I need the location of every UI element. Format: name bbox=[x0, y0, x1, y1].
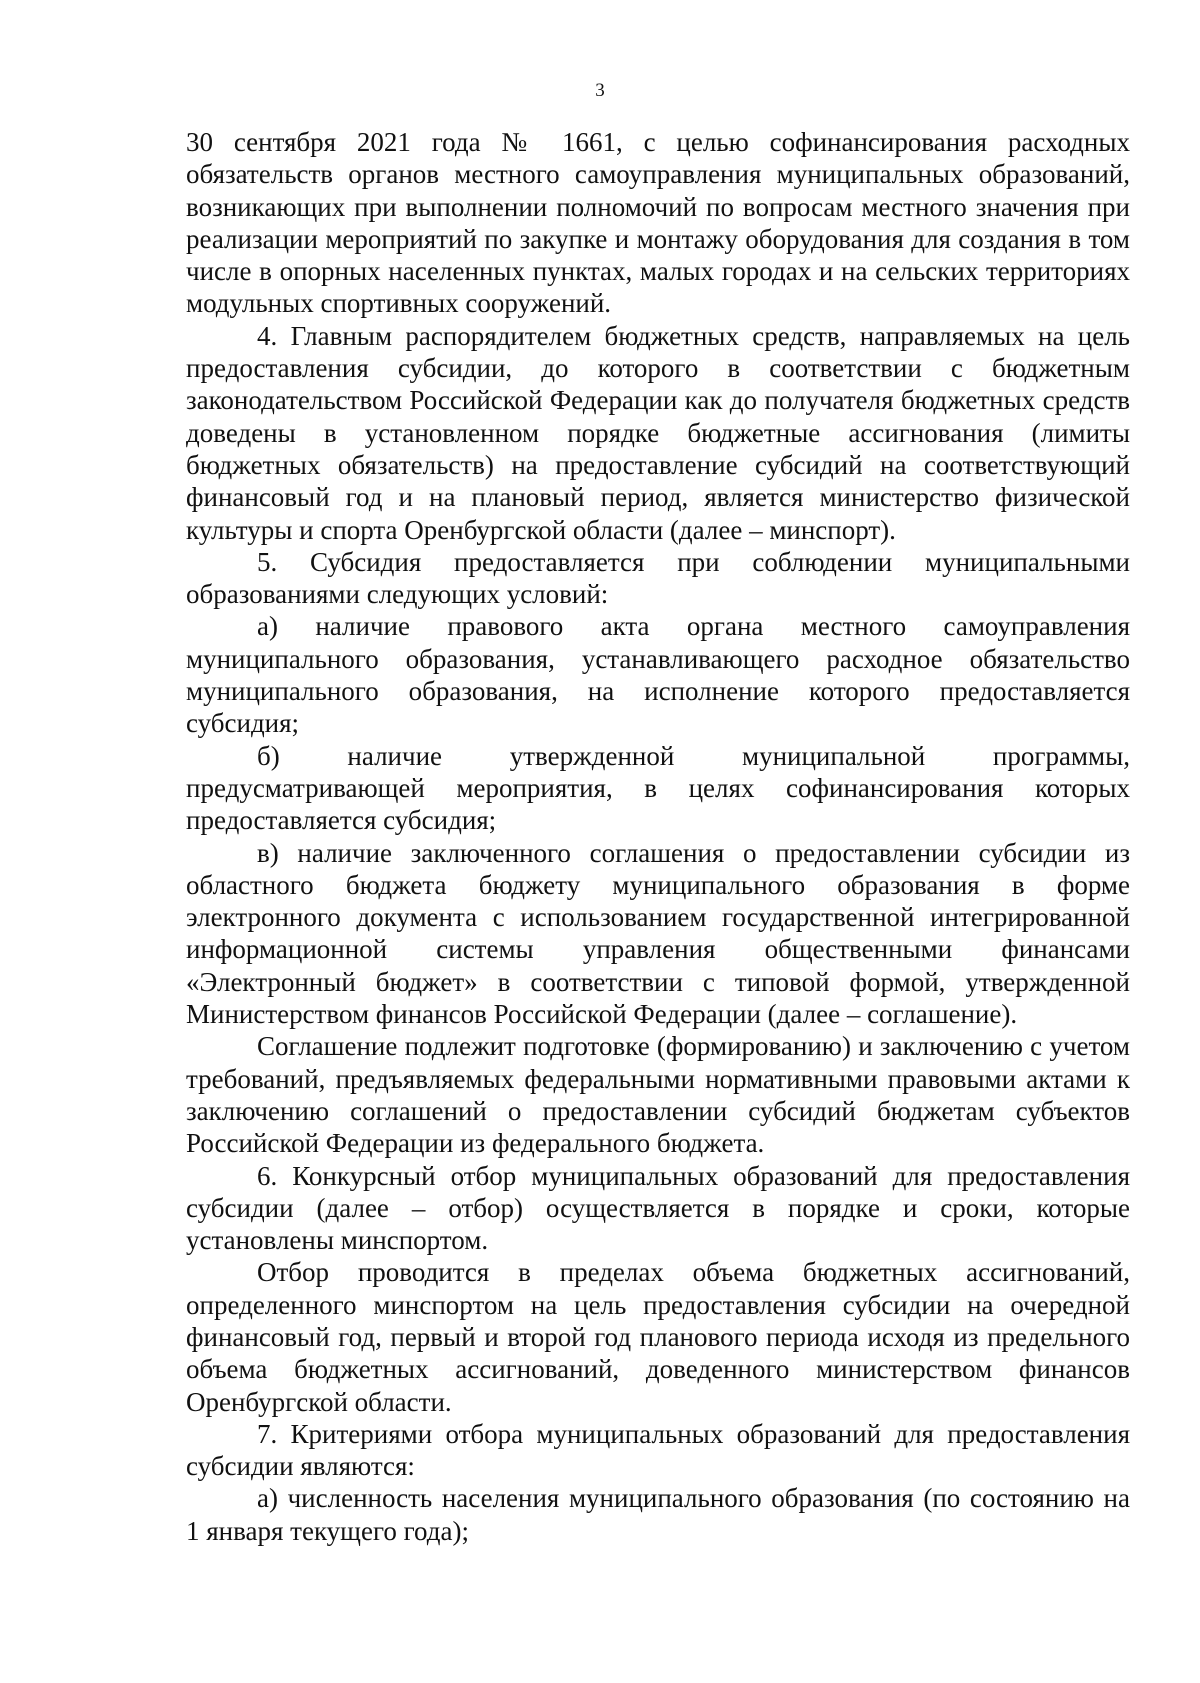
page-number: 3 bbox=[595, 80, 605, 101]
paragraph-continuation: 30 сентября 2021 года № 1661, с целью софинансирования расходных обязательств органов местного самоуправления муниципальных образований, возникающих при выполнении полномочий по вопросам местного значения при реализации мероприятий по закупке и монтажу оборудования для создания в том числе в опорных населенных пунктах, малых городах и на сельских территориях модульных спортивных сооружений. bbox=[186, 127, 1130, 319]
paragraph-item-7a: а) численность населения муниципального образования (по состоянию на 1 января текущего года); bbox=[186, 1483, 1130, 1546]
paragraph-item-5: 5. Субсидия предоставляется при соблюдении муниципальными образованиями следующих условий: bbox=[186, 546, 1130, 610]
paragraph-item-6: 6. Конкурсный отбор муниципальных образований для предоставления субсидии (далее – отбор) осуществляется в порядке и сроки, которые установлены минспортом. bbox=[186, 1160, 1130, 1256]
document-body bbox=[186, 126, 1130, 1547]
paragraph-selection: Отбор проводится в пределах объема бюджетных ассигнований, определенного минспортом на цель предоставления субсидии на очередной финансовый год, первый и второй год планового периода исходя из предельного объема бюджетных ассигнований, доведенного министерством финансов Оренбургской области. bbox=[186, 1257, 1130, 1417]
paragraph-item-5a: а) наличие правового акта органа местного самоуправления муниципального образования, устанавливающего расходное обязательство муниципального образования, на исполнение которого предоставляется субсидия; bbox=[186, 611, 1130, 739]
paragraph-item-4: 4. Главным распорядителем бюджетных средств, направляемых на цель предоставления субсидии, до которого в соответствии с бюджетным законодательством Российской Федерации как до получателя бюджетных средств доведены в установленном порядке бюджетные ассигнования (лимиты бюджетных обязательств) на предоставление субсидий на соответствующий финансовый год и на плановый период, является министерство физической культуры и спорта Оренбургской области (далее – минспорт). bbox=[186, 320, 1130, 545]
paragraph-item-5v: в) наличие заключенного соглашения о предоставлении субсидии из областного бюджета бюджету муниципального образования в форме электронного документа с использованием государственной интегрированной информационной системы управления общественными финансами «Электронный бюджет» в соответствии с типовой формой, утвержденной Министерством финансов Российской Федерации (далее – соглашение). bbox=[186, 837, 1130, 1030]
paragraph-item-7: 7. Критериями отбора муниципальных образований для предоставления субсидии являются: bbox=[186, 1418, 1130, 1482]
paragraph-agreement: Соглашение подлежит подготовке (формированию) и заключению с учетом требований, предъявляемых федеральными нормативными правовыми актами к заключению соглашений о предоставлении субсидий бюджетам субъектов Российской Федерации из федерального бюджета. bbox=[186, 1031, 1130, 1159]
paragraph-item-5b: б) наличие утвержденной муниципальной программы, предусматривающей мероприятия, в целях софинансирования которых предоставляется субсидия; bbox=[186, 740, 1130, 836]
